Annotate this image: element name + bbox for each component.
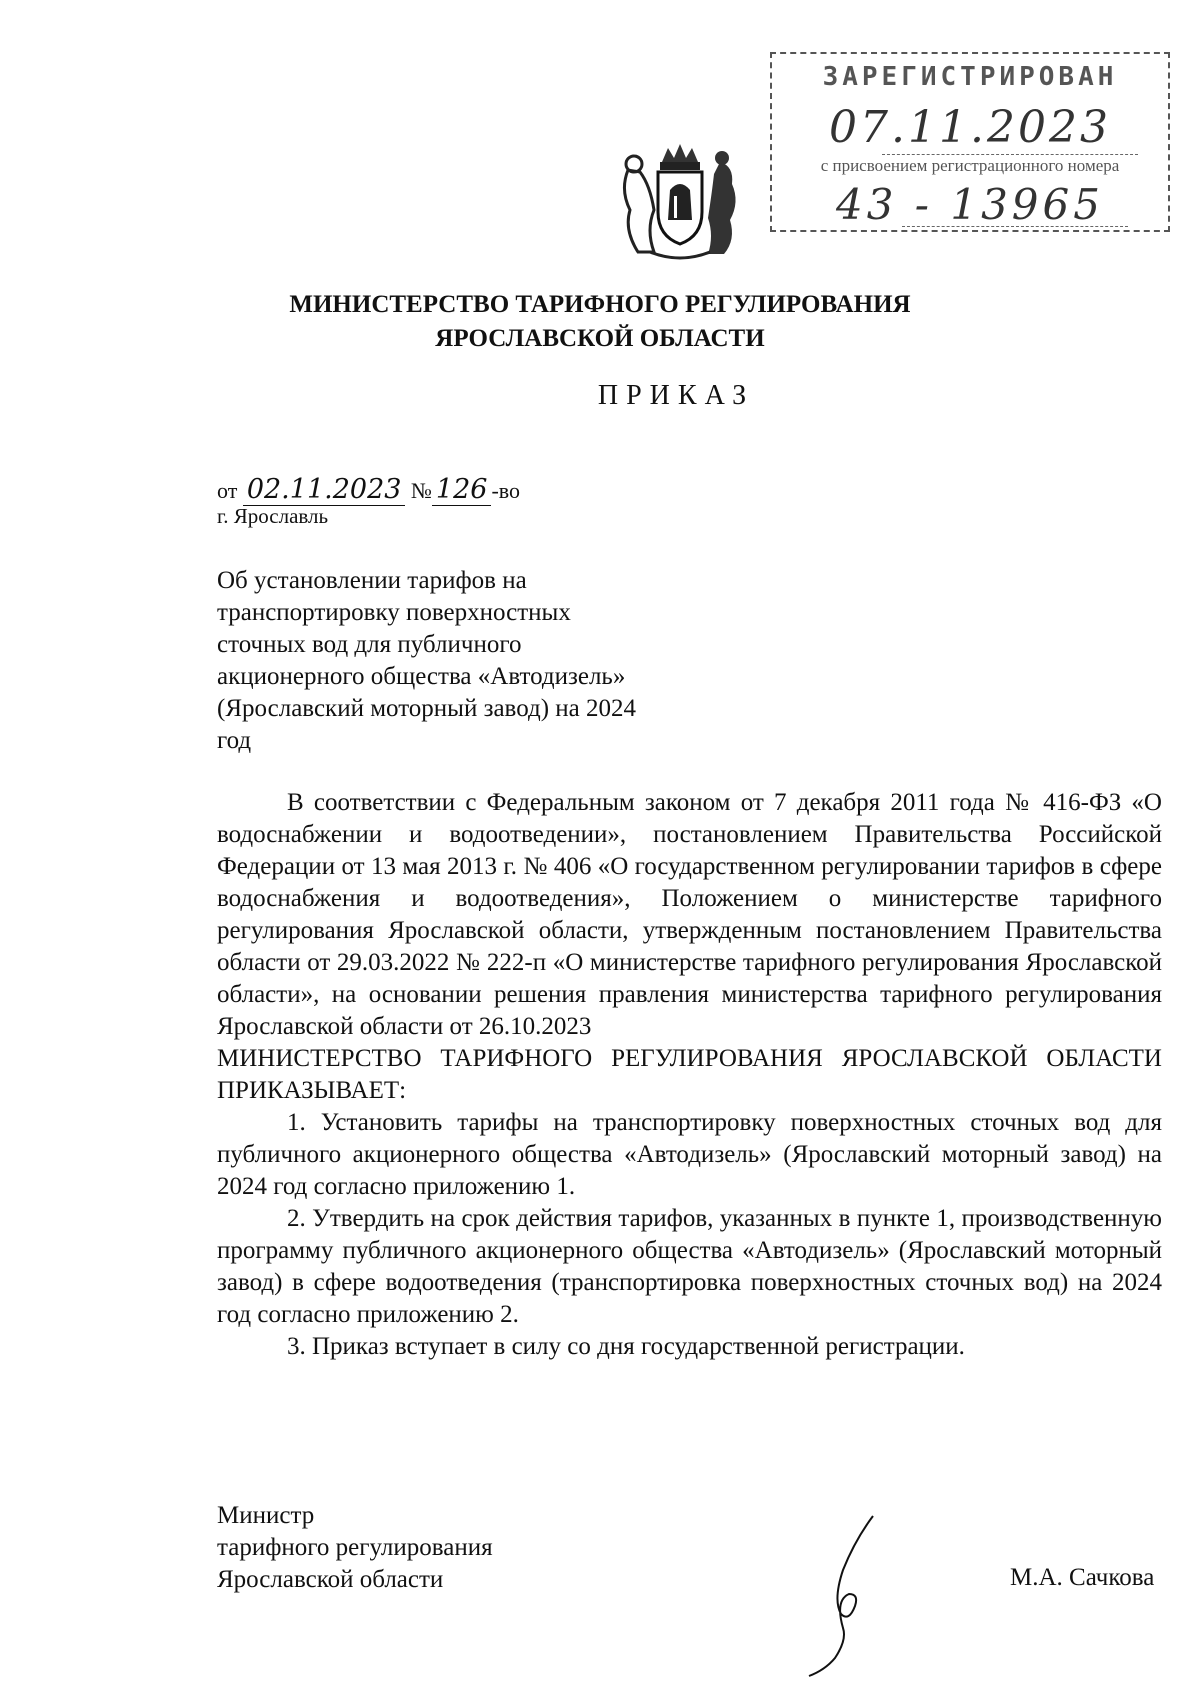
coat-of-arms-icon <box>610 140 750 265</box>
order-date-line <box>217 474 520 505</box>
directive-paragraph: МИНИСТЕРСТВО ТАРИФНОГО РЕГУЛИРОВАНИЯ ЯРОСЛАВСКОЙ ОБЛАСТИ ПРИКАЗЫВАЕТ: <box>217 1045 1162 1104</box>
item-2-paragraph: 2. Утвердить на срок действия тарифов, указанных в пункте 1, производственную программу публичного акционерного общества «Автодизель» (Ярославский моторный завод) в сфере водоотведения (транспортировка поверхностных сточных вод) на 2024 год согласно приложению 2. <box>217 1205 1162 1328</box>
stamp-divider <box>882 154 1138 155</box>
stamp-number: 43 - 13965 <box>836 180 1104 229</box>
from-prefix: от <box>217 478 238 503</box>
item-1-paragraph: 1. Установить тарифы на транспортировку поверхностных сточных вод для публичного акционерного общества «Автодизель» (Ярославский моторный завод) на 2024 год согласно приложению 1. <box>217 1109 1162 1200</box>
preamble-paragraph: В соответствии с Федеральным законом от 7 декабря 2011 года № 416-ФЗ «О водоснабжении и водоотведении», постановлением Правительства Российской Федерации от 13 мая 2013 г. № 406 «О государственном регулировании тарифов в сфере водоснабжения и водоотведения», Положением о министерстве тарифного регулирования Ярославской области, утвержденным постановлением Правительства области от 29.03.2022 № 222-п «О министерстве тарифного регулирования Ярославской области», на основании решения правления министерства тарифного регулирования Ярославской области от 26.10.2023 <box>217 789 1162 1040</box>
stamp-divider <box>902 226 1128 227</box>
order-body <box>217 787 1162 1363</box>
ministry-name-line1: МИНИСТЕРСТВО ТАРИФНОГО РЕГУЛИРОВАНИЯ <box>289 291 911 318</box>
stamp-subtitle: с присвоением регистрационного номера <box>820 156 1120 175</box>
handwritten-signature <box>795 1510 915 1680</box>
signatory-title-line2: тарифного регулирования <box>217 1534 493 1561</box>
signatory-name: М.А. Сачкова <box>1010 1564 1155 1591</box>
signatory-title-line3: Ярославской области <box>217 1566 444 1593</box>
order-subject: Об установлении тарифов на транспортировку поверхностных сточных вод для публичного акционерного общества «Автодизель» (Ярославский моторный завод) на 2024 год <box>217 567 636 754</box>
number-suffix: -во <box>491 478 521 503</box>
stamp-date: 07.11.2023 <box>829 102 1111 153</box>
order-city: г. Ярославль <box>217 504 329 528</box>
signatory-title-line1: Министр <box>217 1502 315 1529</box>
document-type: ПРИКАЗ <box>597 380 755 411</box>
stamp-title: ЗАРЕГИСТРИРОВАН <box>822 62 1118 92</box>
ministry-name <box>0 288 1200 356</box>
item-3-paragraph: 3. Приказ вступает в силу со дня государственной регистрации. <box>287 1333 965 1360</box>
ministry-name-line2: ЯРОСЛАВСКОЙ ОБЛАСТИ <box>435 325 765 352</box>
order-number: 126 <box>432 474 492 506</box>
registration-stamp <box>770 52 1170 232</box>
number-prefix: № <box>410 478 432 503</box>
signatory-title <box>217 1500 493 1596</box>
order-date: 02.11.2023 <box>243 474 406 506</box>
